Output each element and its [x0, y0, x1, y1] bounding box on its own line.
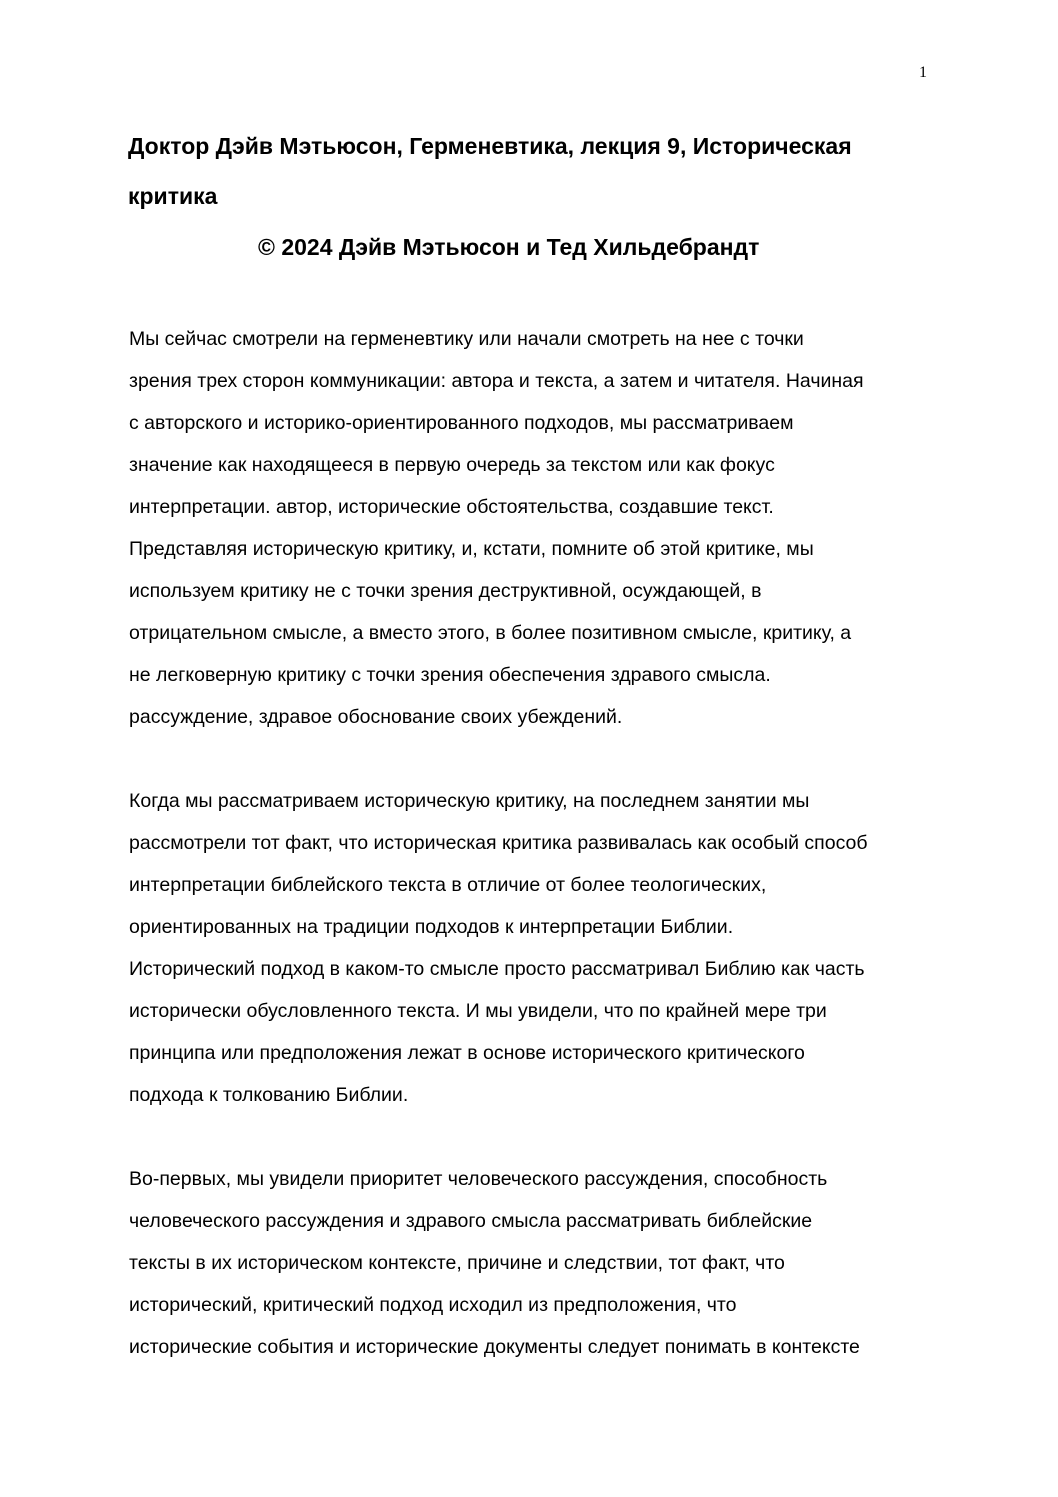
- paragraph-line: исторический, критический подход исходил из предположения, что: [129, 1294, 737, 1316]
- paragraph-line: Мы сейчас смотрели на герменевтику или начали смотреть на нее с точки: [129, 328, 804, 350]
- paragraph-line: значение как находящееся в первую очередь за текстом или как фокус: [129, 454, 775, 476]
- paragraph-line: исторически обусловленного текста. И мы увидели, что по крайней мере три: [129, 1000, 827, 1022]
- copyright-line: © 2024 Дэйв Мэтьюсон и Тед Хильдебрандт: [258, 234, 760, 260]
- paragraph-line: не легковерную критику с точки зрения обеспечения здравого смысла.: [129, 664, 771, 686]
- title-line-1: Доктор Дэйв Мэтьюсон, Герменевтика, лекция 9, Историческая: [128, 133, 852, 159]
- paragraph-line: интерпретации библейского текста в отличие от более теологических,: [129, 874, 767, 896]
- paragraph-line: Исторический подход в каком-то смысле просто рассматривал Библию как часть: [129, 958, 865, 980]
- paragraph-line: рассуждение, здравое обоснование своих убеждений.: [129, 706, 623, 728]
- paragraph-line: Представляя историческую критику, и, кстати, помните об этой критике, мы: [129, 538, 814, 560]
- paragraph-line: исторические события и исторические документы следует понимать в контексте: [129, 1336, 860, 1358]
- paragraph-line: отрицательном смысле, а вместо этого, в более позитивном смысле, критику, а: [129, 622, 852, 644]
- paragraph-line: подхода к толкованию Библии.: [129, 1084, 409, 1106]
- paragraph-line: интерпретации. автор, исторические обстоятельства, создавшие текст.: [129, 496, 774, 518]
- paragraph-line: тексты в их историческом контексте, причине и следствии, тот факт, что: [129, 1252, 785, 1274]
- paragraph-line: рассмотрели тот факт, что историческая критика развивалась как особый способ: [129, 832, 868, 854]
- paragraph-line: Во-первых, мы увидели приоритет человеческого рассуждения, способность: [129, 1168, 828, 1190]
- paragraph-line: ориентированных на традиции подходов к интерпретации Библии.: [129, 916, 734, 938]
- paragraph-line: человеческого рассуждения и здравого смысла рассматривать библейские: [129, 1210, 813, 1232]
- paragraph-line: используем критику не с точки зрения деструктивной, осуждающей, в: [129, 580, 762, 602]
- page-number: 1: [919, 64, 927, 81]
- paragraph-line: с авторского и историко-ориентированного подходов, мы рассматриваем: [129, 412, 794, 434]
- paragraph-line: зрения трех сторон коммуникации: автора и текста, а затем и читателя. Начиная: [129, 370, 864, 392]
- paragraph-line: принципа или предположения лежат в основе исторического критического: [129, 1042, 805, 1064]
- paragraph-line: Когда мы рассматриваем историческую критику, на последнем занятии мы: [129, 790, 810, 812]
- title-line-2: критика: [128, 183, 218, 209]
